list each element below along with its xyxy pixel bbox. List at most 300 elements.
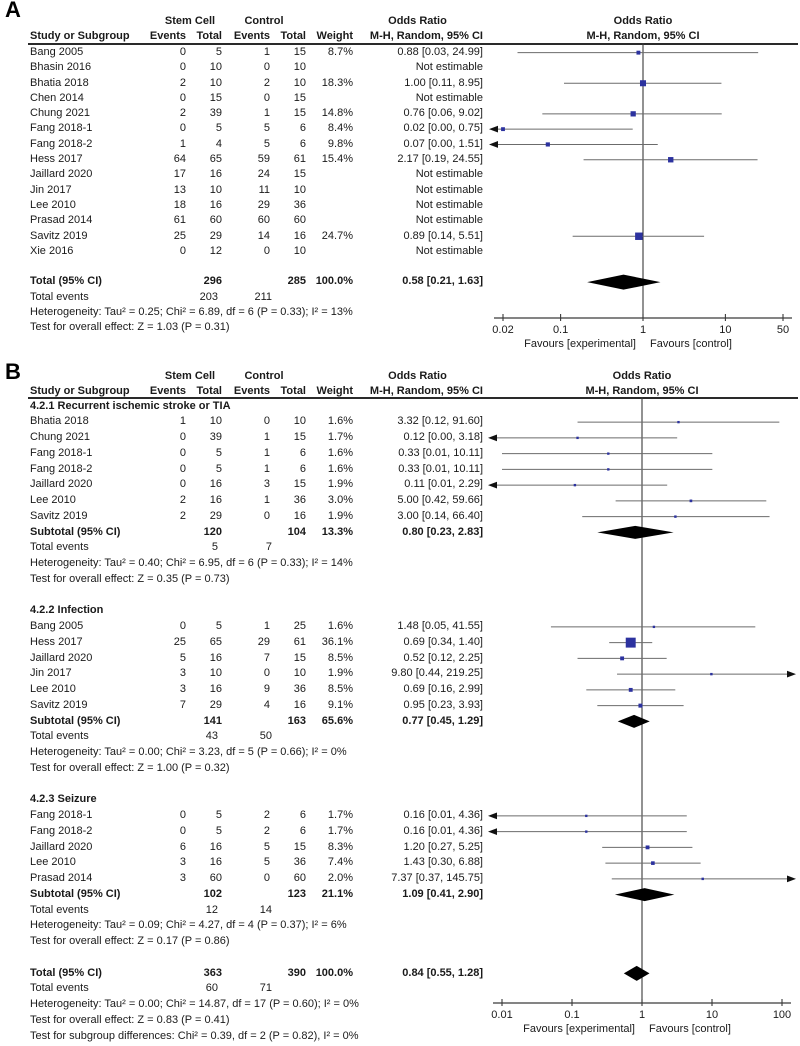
weight-cell: 8.4% — [327, 122, 353, 135]
odds-ratio-marker — [607, 452, 609, 454]
section-row — [0, 792, 500, 808]
stemcell-total: 5 — [215, 122, 222, 135]
stat-text: Test for overall effect: Z = 0.83 (P = 0.41) — [30, 1013, 230, 1026]
study-label: Bang 2005 — [30, 620, 84, 632]
stemcell-total: 15 — [209, 91, 222, 104]
control-total: 16 — [293, 229, 306, 242]
weight-cell: 14.8% — [321, 107, 353, 120]
stat-text: Test for overall effect: Z = 0.17 (P = 0.86) — [30, 935, 230, 947]
stemcell-events: 61 — [173, 214, 186, 227]
stemcell-total: 65 — [209, 635, 222, 648]
control-total: 15 — [293, 840, 306, 853]
or-ci-cell: 1.43 [0.30, 6.88] — [403, 856, 483, 869]
stemcell-total: 296 — [203, 275, 222, 288]
odds-ratio-marker — [640, 80, 646, 86]
weight-cell: 13.3% — [321, 525, 353, 538]
control-total: 15 — [293, 168, 306, 181]
events-row — [0, 729, 500, 745]
plot-title: Odds Ratio — [613, 15, 673, 27]
stat-row — [0, 1013, 500, 1029]
weight-cell: 9.8% — [327, 137, 353, 150]
control-events: 0 — [263, 415, 270, 428]
control-total: 36 — [293, 198, 306, 211]
weight-cell: 1.6% — [327, 415, 353, 428]
control-events: 1 — [263, 107, 270, 120]
control-events: 0 — [263, 91, 270, 104]
control-group-header: Control — [244, 15, 284, 27]
mh-ci-col-header: M-H, Random, 95% CI — [369, 30, 483, 42]
total-events-label: Total events — [30, 982, 89, 995]
events-row — [0, 540, 500, 556]
events-row — [0, 981, 500, 997]
stat-row — [0, 997, 500, 1013]
control-events: 0 — [263, 667, 270, 680]
stemcell-events: 2 — [179, 509, 186, 522]
control-total-events: 7 — [265, 541, 272, 554]
blank-row — [0, 259, 500, 274]
control-events: 2 — [263, 76, 270, 89]
x-tick-label: 10 — [719, 324, 732, 336]
study-row — [0, 635, 500, 651]
or-ci-cell: 1.00 [0.11, 8.95] — [404, 76, 483, 89]
stat-row — [0, 1029, 500, 1045]
study-row — [0, 60, 500, 75]
odds-ratio-marker — [585, 830, 587, 832]
control-total: 16 — [293, 698, 306, 711]
stemcell-events: 25 — [173, 229, 186, 242]
stat-row — [0, 761, 500, 777]
or-ci-cell: 0.52 [0.12, 2.25] — [403, 651, 483, 664]
or-ci-cell: 0.80 [0.23, 2.83] — [402, 525, 483, 538]
control-events: 1 — [263, 462, 270, 475]
study-label: Total (95% CI) — [30, 966, 102, 979]
study-label: Lee 2010 — [30, 494, 76, 506]
control-events: 0 — [263, 244, 270, 257]
study-label: Subtotal (95% CI) — [30, 714, 121, 727]
study-row — [0, 840, 500, 856]
study-row — [0, 91, 500, 106]
study-row — [0, 871, 500, 887]
stemcell-events: 0 — [179, 809, 186, 821]
odds-ratio-marker — [574, 484, 576, 486]
odds-ratio-marker — [638, 704, 642, 708]
stemcell-events: 0 — [179, 620, 186, 632]
study-label: Fang 2018-1 — [30, 446, 93, 459]
stat-row — [0, 934, 500, 950]
events-row — [0, 290, 500, 305]
stemcell-events: 3 — [179, 872, 186, 884]
stemcell-events: 0 — [179, 824, 186, 837]
control-total: 36 — [293, 494, 306, 506]
or-ci-cell: 2.17 [0.19, 24.55] — [397, 153, 483, 166]
study-label: Jin 2017 — [30, 183, 72, 196]
or-ci-cell: Not estimable — [415, 61, 483, 74]
control-total: 15 — [293, 651, 306, 664]
stat-text: Test for overall effect: Z = 0.35 (P = 0.73) — [30, 572, 230, 585]
stat-text: Test for subgroup differences: Chi² = 0.39, df = 2 (P = 0.82), I² = 0% — [30, 1029, 359, 1042]
ci-arrow-right — [787, 875, 796, 882]
stemcell-total: 120 — [203, 525, 222, 538]
rows-container — [0, 399, 500, 1045]
stemcell-total: 29 — [209, 509, 222, 522]
control-total: 390 — [287, 966, 306, 979]
study-row — [0, 651, 500, 667]
or-ci-cell: 0.95 [0.23, 3.93] — [403, 698, 483, 711]
odds-ratio-marker — [674, 515, 676, 517]
study-row — [0, 152, 500, 167]
or-ci-cell: Not estimable — [415, 214, 483, 227]
control-total: 10 — [293, 76, 306, 89]
or-ci-cell: Not estimable — [415, 91, 483, 104]
control-total: 25 — [293, 620, 306, 632]
stat-row — [0, 556, 500, 572]
section-row — [0, 399, 500, 415]
control-events: 29 — [257, 635, 270, 648]
or-ci-cell: Not estimable — [415, 168, 483, 181]
control-events: 24 — [257, 168, 270, 181]
odds-ratio-col-header: Odds Ratio — [388, 370, 447, 382]
weight-cell: 8.7% — [327, 46, 353, 58]
control-events: 3 — [263, 478, 270, 491]
odds-ratio-marker — [677, 421, 679, 423]
study-row — [0, 137, 500, 152]
study-row — [0, 229, 500, 244]
odds-ratio-marker — [690, 500, 693, 503]
study-label: Lee 2010 — [30, 683, 76, 695]
stemcell-total: 16 — [209, 198, 222, 211]
treatment-group-header: Stem Cell — [164, 15, 216, 27]
weight-cell: 1.9% — [327, 667, 353, 680]
stemcell-total: 4 — [215, 137, 222, 150]
study-label: Chung 2021 — [30, 107, 90, 120]
study-row — [0, 45, 500, 60]
stemcell-events: 0 — [179, 244, 186, 257]
odds-ratio-marker — [626, 638, 636, 648]
control-total: 6 — [299, 824, 306, 837]
or-ci-cell: 3.00 [0.14, 66.40] — [397, 509, 483, 522]
stemcell-events: 17 — [173, 168, 186, 181]
weight-cell: 1.7% — [327, 431, 353, 443]
rows-container — [0, 45, 500, 336]
study-col-header: Study or Subgroup — [30, 385, 130, 397]
study-row — [0, 493, 500, 509]
stemcell-events: 5 — [179, 651, 186, 664]
stemcell-total: 12 — [209, 244, 222, 257]
events2-col-header: Events — [233, 385, 270, 397]
stemcell-events: 0 — [179, 122, 186, 135]
stemcell-events: 2 — [179, 107, 186, 120]
panel-b — [0, 359, 800, 1046]
or-ci-cell: 1.20 [0.27, 5.25] — [403, 840, 483, 853]
stemcell-total: 102 — [203, 887, 222, 900]
control-events: 1 — [263, 494, 270, 506]
weight-cell: 1.9% — [327, 509, 353, 522]
or-ci-cell: Not estimable — [415, 183, 483, 196]
stat-text: Heterogeneity: Tau² = 0.25; Chi² = 6.89, df = 6 (P = 0.33); I² = 13% — [30, 306, 353, 319]
or-ci-cell: 0.89 [0.14, 5.51] — [403, 229, 483, 242]
control-total: 6 — [299, 809, 306, 821]
study-label: Lee 2010 — [30, 856, 76, 869]
study-row — [0, 183, 500, 198]
stemcell-events: 3 — [179, 667, 186, 680]
stat-row — [0, 572, 500, 588]
study-label: Savitz 2019 — [30, 229, 88, 242]
stemcell-total: 5 — [215, 462, 222, 475]
or-ci-cell: 0.12 [0.00, 3.18] — [403, 431, 483, 443]
plot-title: Odds Ratio — [612, 370, 672, 382]
control-total: 163 — [287, 714, 306, 727]
stemcell-events: 7 — [179, 698, 186, 711]
study-row — [0, 698, 500, 714]
total-events-label: Total events — [30, 730, 89, 743]
stemcell-total: 16 — [209, 651, 222, 664]
stemcell-total: 10 — [209, 415, 222, 428]
study-label: Fang 2018-1 — [30, 809, 93, 821]
stemcell-events: 0 — [179, 46, 186, 58]
or-ci-cell: Not estimable — [415, 244, 483, 257]
control-total: 15 — [293, 46, 306, 58]
odds-ratio-marker — [631, 111, 636, 116]
odds-ratio-marker — [636, 51, 640, 55]
weight-cell: 100.0% — [315, 966, 353, 979]
odds-ratio-marker — [620, 656, 624, 660]
stemcell-total: 10 — [209, 61, 222, 74]
study-row — [0, 106, 500, 121]
weight-cell: 1.6% — [327, 462, 353, 475]
weight-cell: 9.1% — [327, 698, 353, 711]
or-ci-cell: 0.58 [0.21, 1.63] — [402, 275, 483, 288]
weight-cell: 21.1% — [321, 887, 353, 900]
stemcell-events: 13 — [173, 183, 186, 196]
stat-text: Heterogeneity: Tau² = 0.09; Chi² = 4.27, df = 4 (P = 0.37); I² = 6% — [30, 919, 347, 932]
odds-ratio-marker — [501, 127, 505, 131]
or-ci-cell: 7.37 [0.37, 145.75] — [391, 872, 483, 884]
control-events: 59 — [257, 153, 270, 166]
ci-arrow-right — [787, 671, 796, 678]
odds-ratio-marker — [607, 468, 609, 470]
control-total: 6 — [299, 122, 306, 135]
odds-ratio-marker — [653, 626, 655, 628]
stemcell-total: 16 — [209, 494, 222, 506]
mh-ci-col-header: M-H, Random, 95% CI — [369, 385, 483, 397]
or-ci-cell: 0.33 [0.01, 10.11] — [398, 446, 483, 459]
study-label: Bang 2005 — [30, 46, 84, 58]
odds-ratio-marker — [646, 845, 650, 849]
or-ci-cell: 0.88 [0.03, 24.99] — [397, 46, 483, 58]
odds-ratio-marker — [629, 688, 633, 692]
study-label: Fang 2018-1 — [30, 122, 93, 135]
study-col-header: Study or Subgroup — [30, 30, 130, 42]
study-row — [0, 167, 500, 182]
study-row — [0, 477, 500, 493]
control-events: 0 — [263, 872, 270, 884]
control-events: 2 — [263, 824, 270, 837]
x-tick-label: 0.01 — [491, 1009, 513, 1021]
weight-cell: 36.1% — [321, 635, 353, 648]
x-tick-label: 0.02 — [492, 324, 514, 336]
control-total-events: 50 — [259, 730, 272, 743]
study-label: Subtotal (95% CI) — [30, 887, 121, 900]
study-label: Jin 2017 — [30, 667, 72, 680]
panel-a-label: A — [5, 0, 21, 22]
weight-cell: 8.3% — [327, 840, 353, 853]
control-total: 36 — [293, 856, 306, 869]
favours-experimental-label: Favours [experimental] — [524, 338, 636, 350]
or-ci-cell: 0.76 [0.06, 9.02] — [403, 107, 483, 120]
study-row — [0, 446, 500, 462]
weight-cell: 2.0% — [327, 872, 353, 884]
total2-col-header: Total — [280, 385, 306, 397]
or-ci-cell: 0.69 [0.16, 2.99] — [403, 683, 483, 695]
study-row — [0, 666, 500, 682]
control-total: 61 — [293, 153, 306, 166]
total-events-label: Total events — [30, 541, 89, 554]
or-ci-cell: 5.00 [0.42, 59.66] — [397, 494, 483, 506]
x-tick-label: 10 — [705, 1009, 719, 1021]
stemcell-total: 29 — [209, 698, 222, 711]
x-tick-label: 50 — [776, 324, 790, 336]
study-label: Prasad 2014 — [30, 872, 93, 884]
stemcell-total: 16 — [209, 683, 222, 695]
study-row — [0, 414, 500, 430]
weight-cell: 8.5% — [327, 651, 353, 664]
stemcell-total: 16 — [209, 478, 222, 491]
stemcell-total: 10 — [209, 667, 222, 680]
or-ci-cell: 1.09 [0.41, 2.90] — [402, 887, 483, 900]
stemcell-total-events: 12 — [205, 903, 218, 916]
control-total: 10 — [293, 415, 306, 428]
stemcell-total-events: 43 — [205, 730, 218, 743]
stemcell-events: 2 — [179, 494, 186, 506]
study-row — [0, 619, 500, 635]
events2-col-header: Events — [233, 30, 270, 42]
control-events: 1 — [263, 431, 270, 443]
study-row — [0, 509, 500, 525]
stemcell-events: 0 — [179, 478, 186, 491]
or-ci-cell: 0.84 [0.55, 1.28] — [402, 966, 483, 979]
stemcell-total: 29 — [209, 229, 222, 242]
weight-cell: 8.5% — [327, 683, 353, 695]
study-label: Jaillard 2020 — [30, 840, 93, 853]
study-label: Bhatia 2018 — [30, 415, 89, 428]
stemcell-total: 39 — [209, 107, 222, 120]
control-total: 36 — [293, 683, 306, 695]
subtotal-diamond — [615, 888, 674, 901]
control-events: 9 — [263, 683, 270, 695]
or-ci-cell: 0.16 [0.01, 4.36] — [403, 809, 483, 821]
stemcell-total: 5 — [215, 620, 222, 632]
subgroup-title: 4.2.1 Recurrent ischemic stroke or TIA — [30, 399, 231, 412]
stemcell-total: 5 — [215, 824, 222, 837]
stemcell-total: 39 — [209, 431, 222, 443]
study-label: Hess 2017 — [30, 635, 83, 648]
or-ci-cell: Not estimable — [415, 198, 483, 211]
stemcell-events: 0 — [179, 91, 186, 104]
favours-control-label: Favours [control] — [649, 1023, 731, 1035]
or-ci-cell: 0.77 [0.45, 1.29] — [402, 714, 483, 727]
stemcell-events: 3 — [179, 683, 186, 695]
blank-row — [0, 777, 500, 793]
stemcell-total-events: 203 — [199, 290, 218, 303]
stemcell-events: 64 — [173, 153, 186, 166]
stat-row — [0, 745, 500, 761]
or-ci-cell: 0.69 [0.34, 1.40] — [403, 635, 483, 648]
odds-ratio-marker — [546, 142, 550, 146]
odds-ratio-marker — [585, 815, 587, 817]
weight-cell: 15.4% — [321, 153, 353, 166]
odds-ratio-marker — [635, 233, 642, 240]
total-events-label: Total events — [30, 290, 89, 303]
control-events: 0 — [263, 61, 270, 74]
stemcell-total: 16 — [209, 856, 222, 869]
or-ci-cell: 0.02 [0.00, 0.75] — [403, 122, 483, 135]
study-row — [0, 824, 500, 840]
control-events: 14 — [257, 229, 270, 242]
blank-row — [0, 588, 500, 604]
weight-cell: 7.4% — [327, 856, 353, 869]
subtotal-diamond — [618, 715, 650, 728]
x-tick-label: 100 — [772, 1009, 792, 1021]
control-events: 5 — [263, 122, 270, 135]
odds-ratio-col-header: Odds Ratio — [388, 15, 447, 27]
total2-col-header: Total — [280, 30, 306, 42]
study-label: Jaillard 2020 — [30, 478, 93, 491]
stemcell-events: 1 — [179, 137, 186, 150]
or-ci-cell: 3.32 [0.12, 91.60] — [397, 415, 483, 428]
study-row — [0, 855, 500, 871]
control-events: 1 — [263, 620, 270, 632]
stemcell-events: 0 — [179, 431, 186, 443]
weight-cell: 3.0% — [327, 494, 353, 506]
total-events-label: Total events — [30, 903, 89, 916]
stemcell-total-events: 5 — [211, 541, 218, 554]
study-label: Xie 2016 — [30, 244, 74, 257]
subtotal-row — [0, 714, 500, 730]
subtotal-row — [0, 887, 500, 903]
total1-col-header: Total — [196, 30, 222, 42]
odds-ratio-marker — [710, 673, 712, 675]
stemcell-events: 3 — [179, 856, 186, 869]
events1-col-header: Events — [149, 385, 186, 397]
study-label: Jaillard 2020 — [30, 651, 93, 664]
control-total: 15 — [293, 107, 306, 120]
stemcell-total: 5 — [215, 446, 222, 459]
stemcell-total: 16 — [209, 840, 222, 853]
stemcell-total: 10 — [209, 183, 222, 196]
total1-col-header: Total — [196, 385, 222, 397]
control-events: 29 — [257, 198, 270, 211]
x-tick-label: 1 — [638, 1009, 646, 1021]
control-total: 10 — [293, 244, 306, 257]
control-total: 6 — [299, 462, 306, 475]
events1-col-header: Events — [149, 30, 186, 42]
or-ci-cell: 0.16 [0.01, 4.36] — [403, 824, 483, 837]
control-total: 285 — [287, 275, 306, 288]
control-total: 10 — [293, 61, 306, 74]
study-label: Chen 2014 — [30, 91, 84, 104]
x-tick-label: 0.1 — [552, 324, 569, 336]
odds-ratio-marker — [651, 861, 655, 865]
control-total: 15 — [293, 431, 306, 443]
study-row — [0, 121, 500, 136]
panel-b-label: B — [5, 359, 21, 384]
or-ci-cell: 0.33 [0.01, 10.11] — [398, 462, 483, 475]
weight-cell: 24.7% — [321, 229, 353, 242]
study-row — [0, 244, 500, 259]
control-events: 1 — [263, 446, 270, 459]
control-total: 104 — [287, 525, 306, 538]
weight-cell: 1.6% — [327, 446, 353, 459]
